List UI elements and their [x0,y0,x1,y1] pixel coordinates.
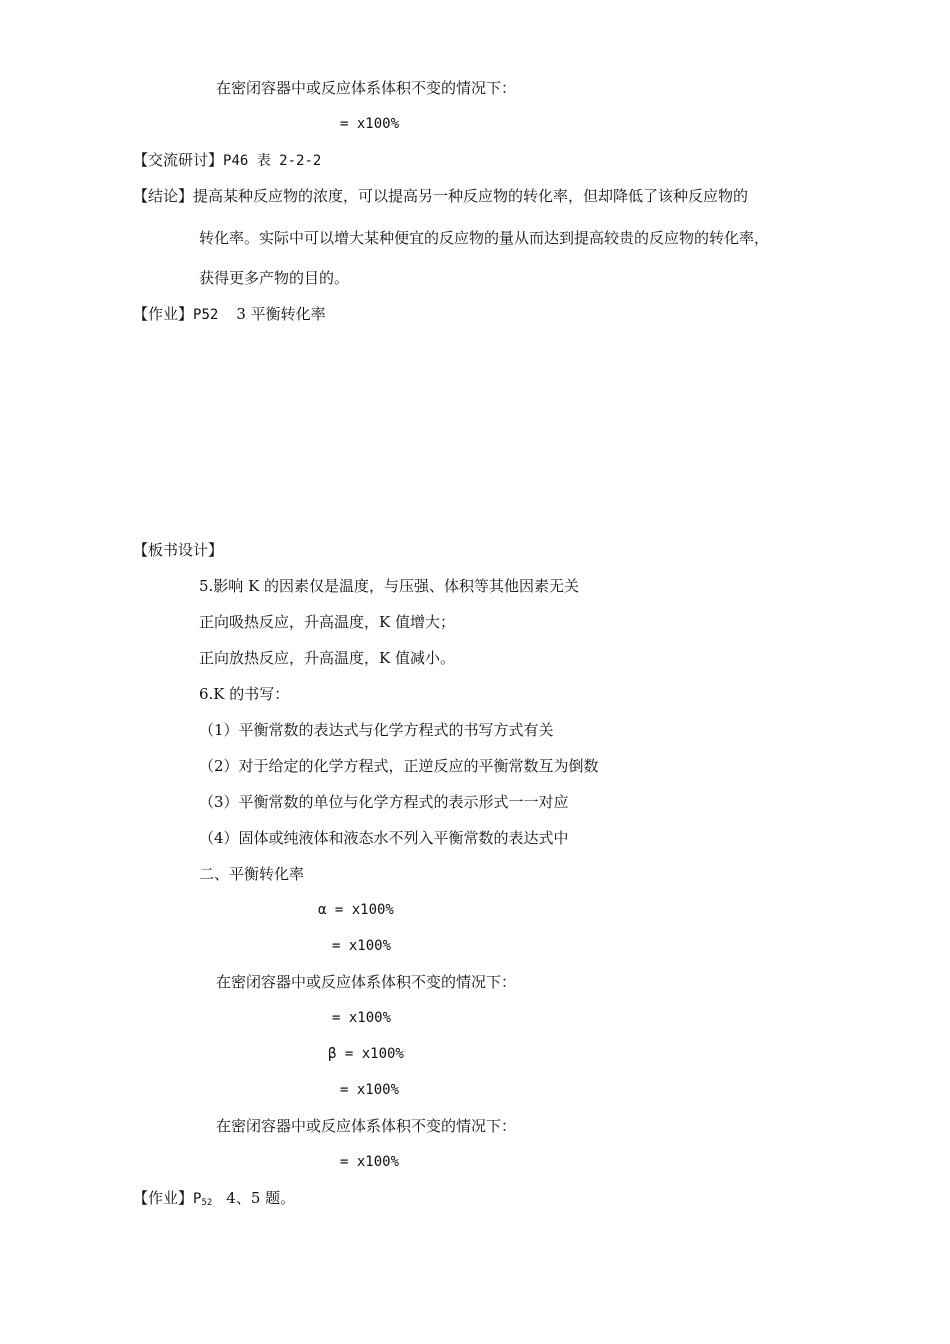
board-item-6: 6.K 的书写： [199,685,290,703]
final-homework-items: 4、5 题。 [226,1189,296,1207]
condition-text: 在密闭容器中或反应体系体积不变的情况下： [216,79,517,97]
final-homework-page: P [193,1191,202,1207]
board-design-label: 【板书设计】 [133,541,224,559]
exchange-ref: P46 表 2-2-2 [223,153,322,169]
final-homework-line [133,1188,295,1213]
board-item-5: 5.影响 K 的因素仅是温度，与压强、体积等其他因素无关 [199,577,580,595]
alpha-formula-3: = x100% [332,1010,392,1026]
final-homework-label: 【作业】 [133,1189,194,1207]
alpha-formula-2: = x100% [332,938,392,954]
board-item-6-3: （3）平衡常数的单位与化学方程式的表示形式一一对应 [199,793,569,811]
alpha-formula: α = x100% [318,902,394,918]
beta-formula-2: = x100% [340,1082,400,1098]
homework-line [133,304,326,325]
beta-formula-3: = x100% [340,1154,400,1170]
beta-formula: β = x100% [328,1046,404,1062]
board-item-6-4: （4）固体或纯液体和液态水不列入平衡常数的表达式中 [199,829,569,847]
conclusion-label: 【结论】 [133,187,194,205]
conclusion-line-1 [133,186,748,206]
homework-page: P52 [193,307,219,323]
board-item-6-2: （2）对于给定的化学方程式，正逆反应的平衡常数互为倒数 [199,757,599,775]
exchange-label: 【交流研讨】 [133,151,224,169]
exchange-line [133,150,321,171]
final-homework-page-sub: 52 [201,1198,213,1208]
homework-label: 【作业】 [133,305,194,323]
formula-line: = x100% [340,116,400,132]
conclusion-text-2: 转化率。实际中可以增大某种便宜的反应物的量从而达到提高较贵的反应物的转化率， [199,229,770,247]
homework-topic: 3 平衡转化率 [236,305,326,323]
condition-text-a: 在密闭容器中或反应体系体积不变的情况下： [216,973,517,991]
board-item-5b: 正向放热反应，升高温度，K 值减小。 [199,649,455,667]
conclusion-text-1: 提高某种反应物的浓度，可以提高另一种反应物的转化率，但却降低了该种反应物的 [193,187,749,205]
board-item-5a: 正向吸热反应，升高温度，K 值增大； [199,613,455,631]
condition-text-b: 在密闭容器中或反应体系体积不变的情况下： [216,1117,517,1135]
conclusion-text-3: 获得更多产物的目的。 [199,269,350,287]
board-item-6-1: （1）平衡常数的表达式与化学方程式的书写方式有关 [199,721,554,739]
board-section-2-title: 二、平衡转化率 [199,865,305,883]
